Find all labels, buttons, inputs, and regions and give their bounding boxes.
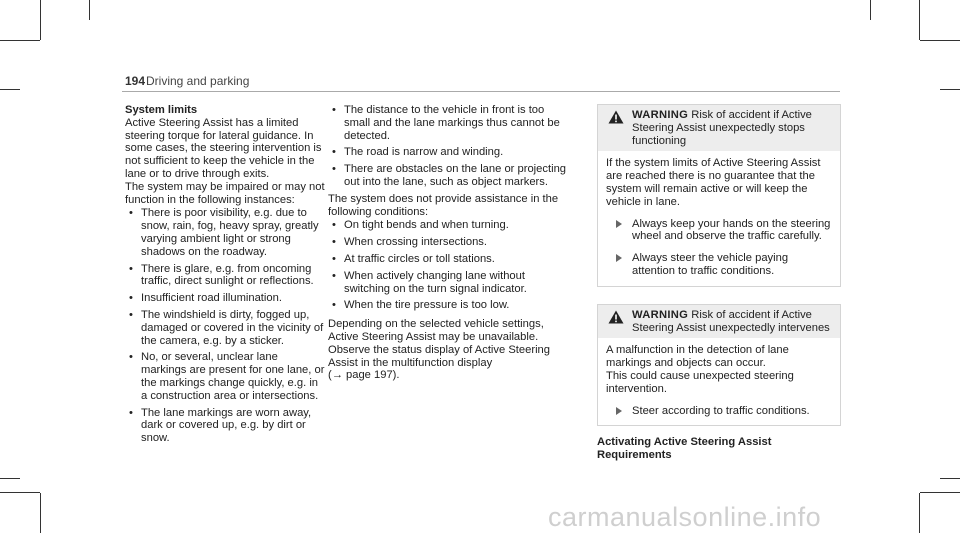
- bullet-list: [328, 104, 573, 189]
- list-item: • The windshield is dirty, fogged up, damaged or covered in the vicinity of the camera, e.g. by a sticker.: [125, 309, 325, 347]
- crop-mark: [920, 40, 960, 41]
- list-item: • There is glare, e.g. from oncoming traffic, direct sunlight or reflections.: [125, 263, 325, 289]
- list-item: • There are obstacles on the lane or projecting out into the lane, such as object markers.: [328, 163, 573, 189]
- section-title: Activating Active Steering Assist: [597, 436, 772, 449]
- crop-mark: [0, 89, 20, 90]
- list-item: • Insufficient road illumination.: [125, 292, 325, 305]
- page-number: 194: [125, 74, 146, 88]
- step-text: Always steer the vehicle paying attention to traffic conditions.: [632, 252, 789, 277]
- crop-mark: [870, 0, 871, 20]
- warning-label: WARNING: [632, 109, 689, 121]
- paragraph: The system does not provide assistance in the following conditions:: [328, 192, 559, 218]
- arrow-right-icon: [616, 407, 622, 415]
- warning-text: If the system limits of Active Steering Assist are reached there is no guarantee that the system will remain active or will keep the vehicle in lane.: [606, 157, 821, 208]
- warning-box: [597, 304, 841, 427]
- paragraph: Active Steering Assist has a limited steering torque for lateral guidance. In some cases, the steering intervention is not sufficient to keep the vehicle in the lane or to drive through exits.: [125, 116, 322, 180]
- running-header: Driving and parking: [146, 74, 250, 88]
- crop-mark: [920, 492, 960, 493]
- arrow-right-icon: [616, 254, 622, 262]
- column-2: [328, 104, 573, 382]
- crop-mark: [89, 0, 90, 20]
- list-item: • On tight bends and when turning.: [328, 219, 573, 232]
- crop-mark: [940, 89, 960, 90]
- column-1: [125, 104, 325, 449]
- crop-mark: [919, 0, 920, 40]
- list-item: • No, or several, unclear lane markings are present for one lane, or the markings change quickly, e.g. in a construction area or intersections.: [125, 351, 325, 402]
- page-reference-link[interactable]: (→ page 197).: [328, 369, 400, 382]
- instruction-step: [606, 218, 832, 244]
- warning-body: [598, 151, 840, 285]
- header-rule: [122, 91, 840, 92]
- instruction-step: [606, 405, 832, 418]
- crop-mark: [40, 0, 41, 40]
- warning-triangle-icon: [608, 310, 624, 324]
- warning-header: [598, 305, 840, 339]
- instruction-step: [606, 252, 832, 278]
- warning-label: WARNING: [632, 308, 689, 321]
- warning-body: [598, 338, 840, 425]
- crop-mark: [0, 478, 20, 479]
- warning-header: [598, 105, 840, 151]
- paragraph: [328, 318, 573, 382]
- list-item: • The lane markings are worn away, dark or covered up, e.g. by dirt or snow.: [125, 407, 325, 445]
- bullet-list: [328, 219, 573, 312]
- warning-text: A malfunction in the detection of lane markings and objects can occur.: [606, 344, 789, 370]
- warning-title: Risk of accident if Active Steering Assist unexpectedly intervenes: [632, 308, 830, 334]
- warning-text: This could cause unexpected steering intervention.: [606, 369, 794, 395]
- crop-mark: [0, 40, 40, 41]
- list-item: • There is poor visibility, e.g. due to snow, rain, fog, heavy spray, greatly varying ambient light or strong shadows on the roadway.: [125, 207, 325, 258]
- bullet-list: [125, 207, 325, 445]
- list-item: • When the tire pressure is too low.: [328, 299, 573, 312]
- list-item: • The road is narrow and winding.: [328, 146, 573, 159]
- crop-mark: [940, 478, 960, 479]
- watermark-text: carmanualsonline.info: [548, 502, 822, 532]
- section-subtitle: Requirements: [597, 449, 672, 462]
- step-text: Steer according to traffic conditions.: [632, 404, 810, 417]
- column-3: [597, 104, 841, 462]
- list-item: • At traffic circles or toll stations.: [328, 253, 573, 266]
- step-text: Always keep your hands on the steering wheel and observe the traffic carefully.: [632, 217, 831, 243]
- crop-mark: [40, 493, 41, 533]
- section-heading: System limits: [125, 104, 198, 116]
- warning-title: Risk of accident if Active Steering Assist unexpectedly stops functioning: [632, 109, 812, 147]
- warning-triangle-icon: [608, 110, 624, 124]
- list-item: • The distance to the vehicle in front is too small and the lane markings thus cannot be detected.: [328, 104, 573, 142]
- crop-mark: [919, 493, 920, 533]
- warning-box: [597, 104, 841, 287]
- paragraph: The system may be impaired or may not function in the following instances:: [125, 180, 325, 206]
- arrow-right-icon: [616, 220, 622, 228]
- list-item: • When actively changing lane without switching on the turn signal indicator.: [328, 270, 573, 296]
- section-heading-block: [597, 436, 841, 462]
- crop-mark: [0, 492, 40, 493]
- list-item: • When crossing intersections.: [328, 236, 573, 249]
- closing-text: Depending on the selected vehicle settings, Active Steering Assist may be unavailable. Observe the status display of Active Steering Assist in the multifunction display: [328, 318, 551, 369]
